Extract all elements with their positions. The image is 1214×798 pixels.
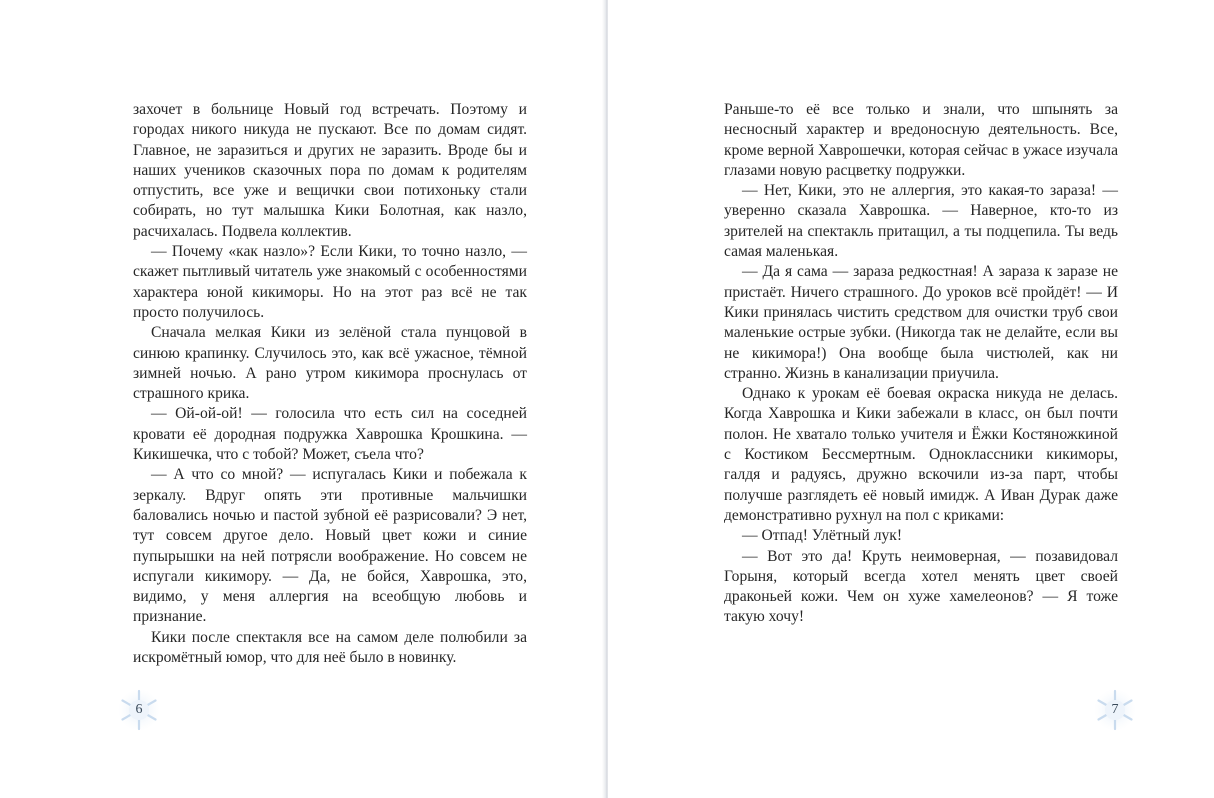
paragraph: Кики после спектакля все на самом деле полюбили за искромётный юмор, что для неё было в новинку. — [133, 628, 527, 667]
left-page-text — [133, 100, 527, 668]
paragraph: — Отпад! Улётный лук! — [742, 527, 903, 545]
page-number: 7 — [1111, 702, 1119, 717]
paragraph: — Да я сама — зараза редкостная! А зараза к заразе не пристаёт. Ничего страшного. До уроков всё пройдёт! — И Кики принялась чистить средством для очистки труб свои маленькие острые зубки. (Никогда так не делайте, если вы не кикимора!) Она вообще была чистюлей, как ни странно. Жизнь в канализации приучила. — [724, 263, 1118, 382]
left-page — [0, 0, 603, 798]
paragraph: — Почему «как назло»? Если Кики, то точно назло, — скажет пытливый читатель уже знакомый с особенностями характера юной кикиморы. Но на этот раз всё не так просто получилось. — [133, 243, 527, 321]
paragraph: Раньше-то её все только и знали, что шпынять за несносный характер и вредоносную деятельность. Все, кроме верной Хаврошечки, которая сейчас в ужасе изучала глазами новую расцветку подружки. — [724, 101, 1118, 179]
right-page-text — [724, 100, 1118, 628]
page-number: 6 — [135, 702, 143, 717]
right-page-folio — [1093, 688, 1137, 732]
paragraph: — А что со мной? — испугалась Кики и побежала к зеркалу. Вдруг опять эти противные мальчишки баловались ночью и пастой зубной её разрисовали? Э нет, тут совсем другое дело. Новый цвет кожи и синие пупырышки на ней потрясли воображение. Но совсем не испугали кикимору. — Да, не бойся, Хаврошка, это, видимо, у меня аллергия на всеобщую любовь и признание. — [133, 466, 527, 626]
left-page-folio — [117, 688, 161, 732]
paragraph: захочет в больнице Новый год встречать. Поэтому и городах никого никуда не пускают. Все по домам сидят. Главное, не заразиться и других не заразить. Вроде бы и наших учеников сказочных пора по домам к родителям отпустить, все уже и вещички свои потихоньку стали собирать, но тут малышка Кики Болотная, как назло, расчихалась. Подвела коллектив. — [133, 101, 527, 240]
paragraph: Однако к урокам её боевая окраска никуда не делась. Когда Хаврошка и Кики забежали в класс, он был почти полон. Не хватало только учителя и Ёжки Костяножкиной с Костиком Бессмертным. Одноклассники кикиморы, галдя и радуясь, дружно вскочили из-за парт, чтобы получше разглядеть её новый имидж. А Иван Дурак даже демонстративно рухнул на пол с криками: — [724, 385, 1118, 524]
right-page — [608, 0, 1214, 798]
paragraph: — Нет, Кики, это не аллергия, это какая-то зараза! — уверенно сказала Хаврошка. — Наверное, кто-то из зрителей на спектакль притащил, а ты подцепила. Ты ведь самая маленькая. — [724, 182, 1118, 261]
paragraph: — Ой-ой-ой! — голосила что есть сил на соседней кровати её дородная подружка Хаврошка Крошкина. — Кикишечка, что с тобой? Может, съела что? — [133, 405, 527, 464]
paragraph: Сначала мелкая Кики из зелёной стала пунцовой в синюю крапинку. Случилось это, как всё ужасное, тёмной зимней ночью. А рано утром кикимора проснулась от страшного крика. — [133, 324, 527, 403]
paragraph: — Вот это да! Круть неимоверная, — позавидовал Горыня, который всегда хотел менять цвет своей драконьей кожи. Чем он хуже хамелеонов? — Я тоже такую хочу! — [724, 547, 1118, 626]
